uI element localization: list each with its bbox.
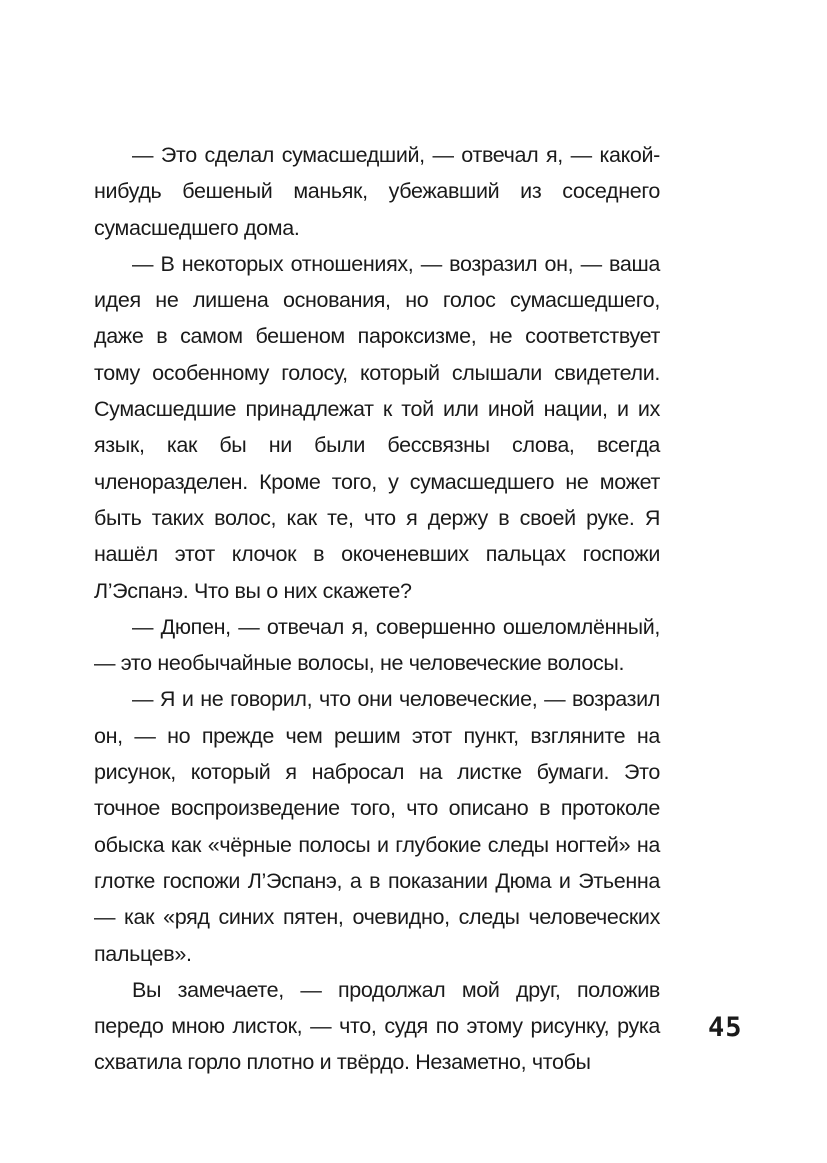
paragraph: — В некоторых отношениях, — возразил он, — ваша идея не лишена основания, но голос сумасшедшего, даже в самом бешеном пароксизме, не соответствует тому особенному голосу, который слышали свидетели. Сумасшедшие принадлежат к той или иной нации, и их язык, как бы ни были бессвязны слова, всегда членоразделен. Кроме того, у сумасшедшего не может быть таких волос, как те, что я держу в своей руке. Я нашёл этот клочок в окоченевших пальцах госпожи Л’Эспанэ. Что вы о них скажете?: [94, 251, 660, 603]
page-number: 45: [708, 1012, 743, 1043]
body-text: [94, 137, 660, 1081]
paragraph: Вы замечаете, — продолжал мой друг, положив передо мною листок, — что, судя по этому рисунку, рука схватила горло плотно и твёрдо. Незаметно, чтобы: [94, 977, 660, 1075]
paragraph: — Я и не говорил, что они человеческие, — возразил он, — но прежде чем решим этот пункт, взгляните на рисунок, который я набросал на листке бумаги. Это точное воспроизведение того, что описано в протоколе обыска как «чёрные полосы и глубокие следы ногтей» на глотке госпожи Л’Эспанэ, а в показании Дюма и Этьенна — как «ряд синих пятен, очевидно, следы человеческих пальцев».: [94, 687, 660, 966]
paragraph: — Дюпен, — отвечал я, совершенно ошеломлённый, — это необычайные волосы, не человеческие волосы.: [94, 614, 660, 676]
paragraph: — Это сделал сумасшедший, — отвечал я, — какой-нибудь бешеный маньяк, убежавший из соседнего сумасшедшего дома.: [94, 143, 660, 240]
